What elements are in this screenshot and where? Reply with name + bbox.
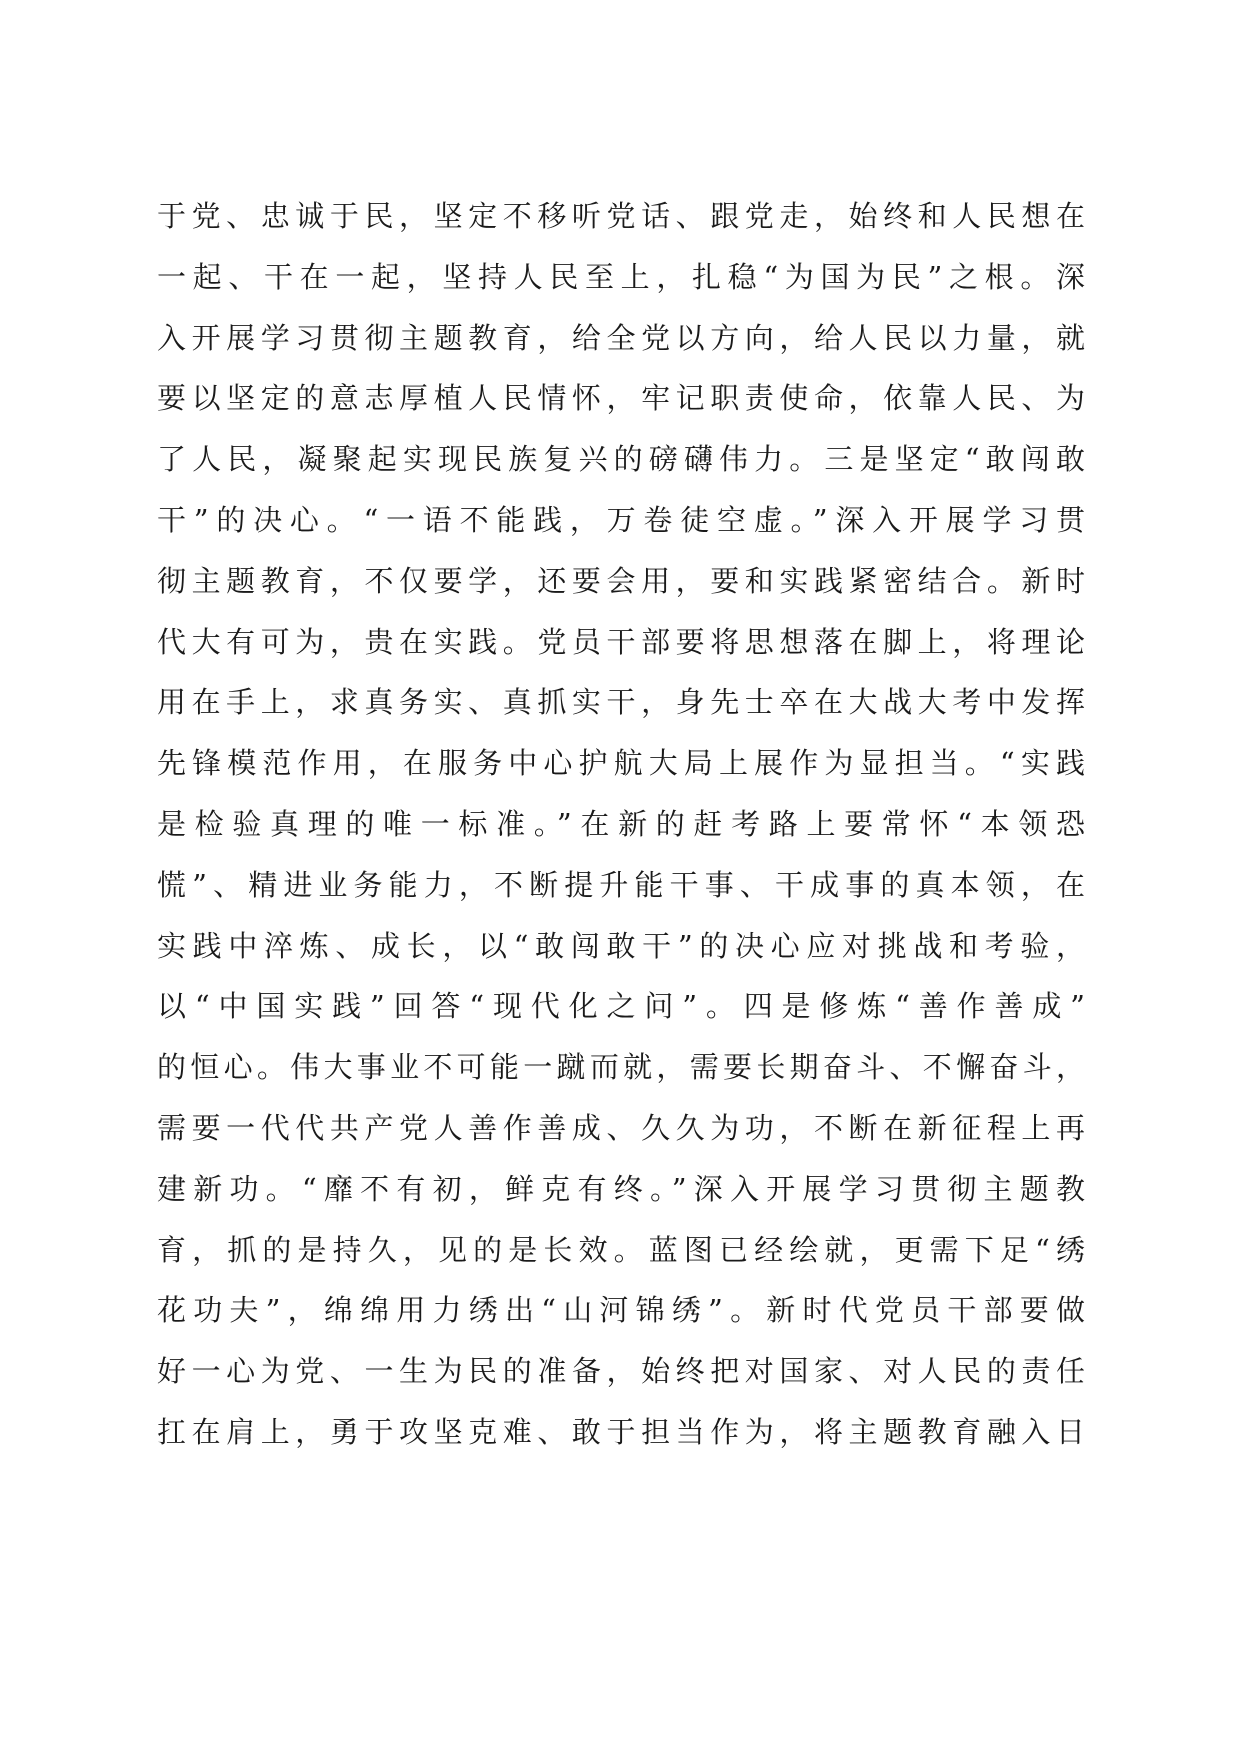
text-line: 需要一代代共产党人善作善成、久久为功，不断在新征程上再 bbox=[157, 1110, 1087, 1145]
text-line: 入开展学习贯彻主题教育，给全党以方向，给人民以力量，就 bbox=[157, 320, 1087, 355]
text-line: 一起、干在一起，坚持人民至上，扎稳“为国为民”之根。深 bbox=[157, 259, 1087, 294]
text-line: 以“中国实践”回答“现代化之问”。四是修炼“善作善成” bbox=[157, 989, 1087, 1024]
text-line: 的恒心。伟大事业不可能一蹴而就，需要长期奋斗、不懈奋斗， bbox=[157, 1050, 1087, 1085]
text-line: 实践中淬炼、成长，以“敢闯敢干”的决心应对挑战和考验， bbox=[157, 928, 1087, 963]
text-line: 用在手上，求真务实、真抓实干，身先士卒在大战大考中发挥 bbox=[157, 685, 1087, 720]
text-line: 育，抓的是持久，见的是长效。蓝图已经绘就，更需下足“绣 bbox=[157, 1232, 1087, 1267]
body-text bbox=[157, 186, 1087, 1463]
text-line: 要以坚定的意志厚植人民情怀，牢记职责使命，依靠人民、为 bbox=[157, 381, 1087, 416]
text-line: 好一心为党、一生为民的准备，始终把对国家、对人民的责任 bbox=[157, 1354, 1087, 1389]
text-line: 了人民，凝聚起实现民族复兴的磅礴伟力。三是坚定“敢闯敢 bbox=[157, 442, 1087, 477]
text-line: 于党、忠诚于民，坚定不移听党话、跟党走，始终和人民想在 bbox=[157, 199, 1087, 233]
text-line: 先锋模范作用，在服务中心护航大局上展作为显担当。“实践 bbox=[157, 746, 1087, 781]
text-line: 代大有可为，贵在实践。党员干部要将思想落在脚上，将理论 bbox=[157, 624, 1087, 659]
text-line: 干”的决心。“一语不能践，万卷徒空虚。”深入开展学习贯 bbox=[157, 502, 1087, 537]
text-line: 扛在肩上，勇于攻坚克难、敢于担当作为，将主题教育融入日 bbox=[157, 1414, 1087, 1449]
text-line: 是检验真理的唯一标准。”在新的赶考路上要常怀“本领恐 bbox=[157, 806, 1087, 841]
text-line: 慌”、精进业务能力，不断提升能干事、干成事的真本领，在 bbox=[157, 867, 1087, 902]
text-line: 彻主题教育，不仅要学，还要会用，要和实践紧密结合。新时 bbox=[157, 563, 1087, 598]
text-line: 建新功。“靡不有初，鲜克有终。”深入开展学习贯彻主题教 bbox=[157, 1171, 1087, 1206]
text-line: 花功夫”，绵绵用力绣出“山河锦绣”。新时代党员干部要做 bbox=[157, 1293, 1087, 1328]
